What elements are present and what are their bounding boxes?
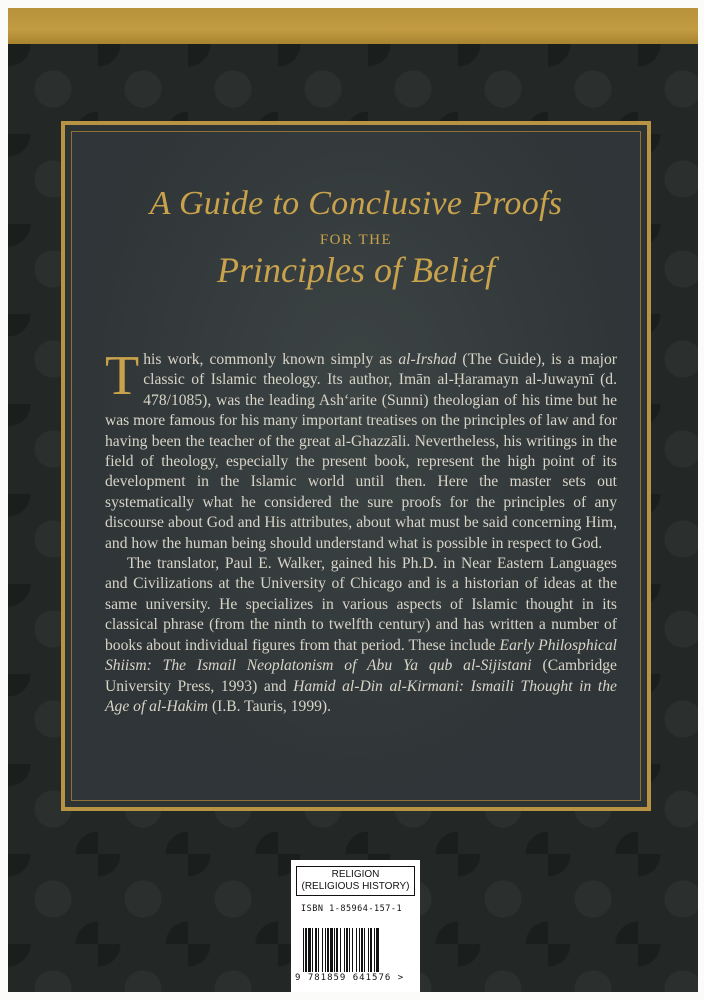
barcode-label <box>291 860 420 992</box>
p2-text-b: (Cambridge University Press, 1993) and <box>105 657 617 695</box>
description <box>105 345 618 717</box>
frame-panel <box>71 131 641 801</box>
subject-line-1: RELIGION <box>331 869 380 880</box>
p2-text-c: (I.B. Tauris, 1999). <box>208 697 332 715</box>
title-line-2: FOR THE <box>319 232 393 248</box>
p1-irshad: al-Irshad <box>398 351 457 368</box>
title-line-1: A Guide to Conclusive Proofs <box>149 185 563 222</box>
drop-cap: T <box>105 345 140 407</box>
book-back-cover <box>8 8 698 992</box>
gold-frame <box>61 121 651 811</box>
p1-text-a: his work, commonly known simply as <box>143 351 399 368</box>
description-paragraph-1 <box>105 345 617 554</box>
p1-text-b: (The Guide), is a major classic of Islamic theology. Its author, Imān al-Ḥaramayn al-Juwaynī (d. 478/1085), was the leading Ash‘arite (Sunni) theologian of his time but he was more famous for his many important treatises on the principles of law and for having been the teacher of the great al-Ghazzāli. Nevertheless, his writings in the field of theology, especially the present book, represent the high point of its development in the Islamic world until then. Here the master sets out systematically what he considered the sure proofs for the principles of any discourse about God and His attributes, about what must be said concerning Him, and how the human being should understand what is possible in respect to God. <box>105 351 617 552</box>
gold-top-strip <box>8 8 698 44</box>
barcode-icon <box>301 928 411 972</box>
title-line-3: Principles of Belief <box>217 250 495 290</box>
p2-book-1: Early Philosphical Shiism: The Ismail Neoplatonism of Abu Ya qub al-Sijistani <box>105 636 618 675</box>
p2-book-2: Hamid al-Din al-Kirmani: Ismaili Thought in the Age of al-Hakim <box>105 677 617 715</box>
subject-line-2: (RELIGIOUS HISTORY) <box>301 881 410 892</box>
isbn-number: ISBN 1-85964-157-1 <box>301 904 403 914</box>
barcode-digits: 9 781859 641576 > <box>295 973 405 983</box>
p2-text-a: The translator, Paul E. Walker, gained his Ph.D. in Near Eastern Languages and Civilizations at the University of Chicago and is a historian of ideas at the same university. He specializes in various aspects of Islamic thought in its classical phrase (from the ninth to twelfth century) and has written a number of books about individual figures from that period. These include <box>105 555 617 654</box>
subject-box <box>296 866 415 896</box>
description-paragraph-2 <box>105 554 617 717</box>
